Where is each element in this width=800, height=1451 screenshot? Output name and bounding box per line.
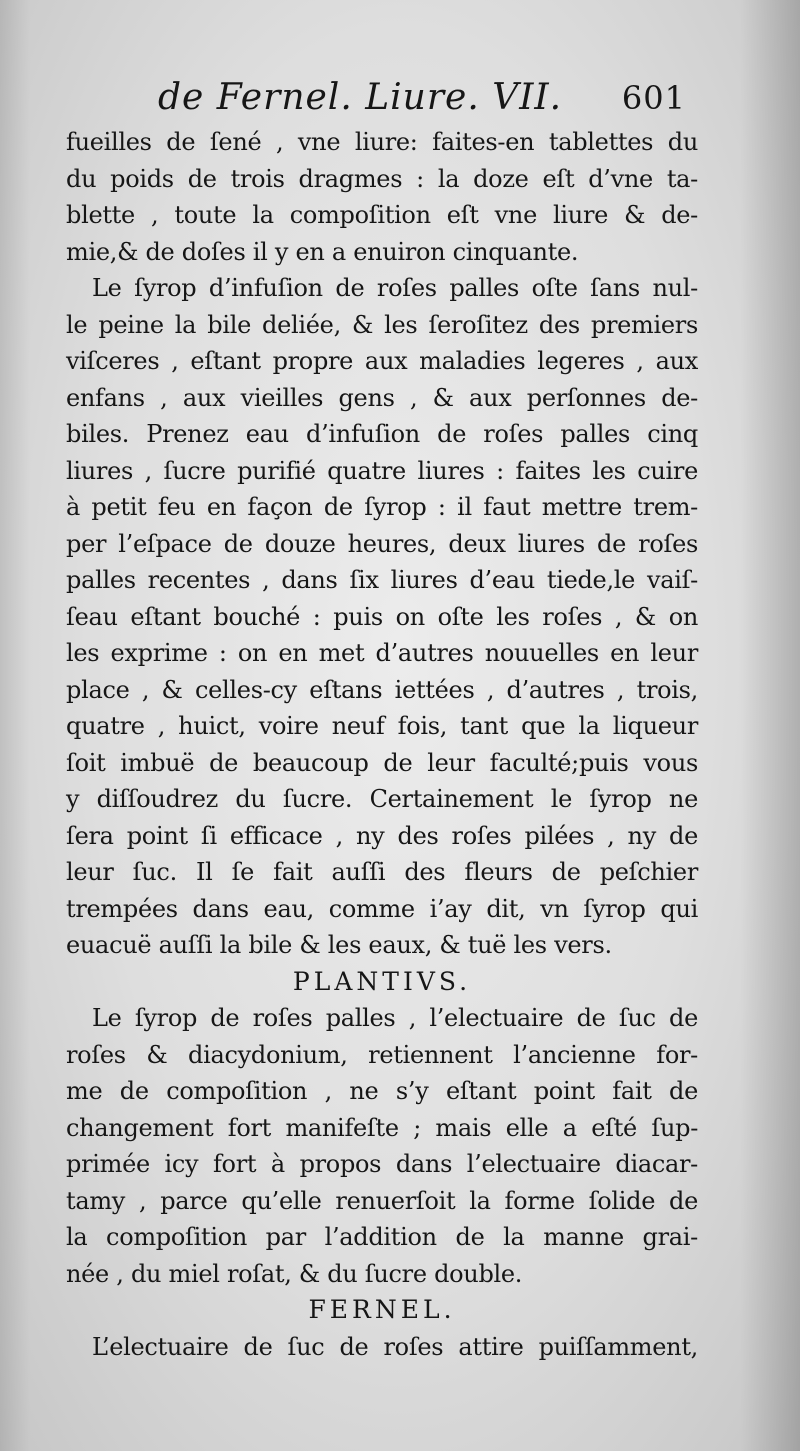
running-head — [66, 72, 698, 124]
text-line: tamy , parce qu’elle renuerſoit la forme ſolide de — [66, 1186, 698, 1215]
text-line: liures , ſucre purifié quatre liures : faites les cuire — [66, 456, 698, 485]
text-line: biles. Prenez eau d’infuſion de roſes palles cinq — [66, 420, 698, 448]
text-line: du poids de trois dragmes : la doze eſt d’vne ta- — [66, 164, 698, 193]
text-line: place , & celles-cy eſtans iettées , d’autres , trois, — [66, 675, 698, 704]
text-line: enfans , aux vieilles gens , & aux perſonnes de- — [66, 383, 698, 412]
page-edge-shading — [0, 0, 30, 1451]
text-line: euacuë auſſi la bile & les eaux, & tuë les vers. — [66, 931, 612, 959]
text-line: ſoit imbuë de beaucoup de leur faculté;puis vous — [66, 748, 698, 777]
text-line: roſes & diacydonium, retiennent l’ancienne for- — [66, 1040, 698, 1069]
gutter-shadow — [740, 0, 800, 1451]
text-line: ſeau eſtant bouché : puis on oſte les roſes , & on — [66, 602, 698, 631]
page-number: 601 — [621, 79, 686, 117]
running-head-title: de Fernel. Liure. VII. — [158, 77, 563, 118]
text-line: me de compoſition , ne s’y eſtant point fait de — [66, 1077, 698, 1105]
text-line: viſceres , eſtant propre aux maladies legeres , aux — [66, 347, 698, 375]
text-line: primée icy fort à propos dans l’electuaire diacar- — [66, 1150, 698, 1178]
text-line: per l’eſpace de douze heures, deux liures de roſes — [66, 529, 698, 558]
section-heading-fernel: FERNEL. — [308, 1295, 456, 1324]
text-line: ſera point ſi efficace , ny des roſes pilées , ny de — [66, 821, 698, 850]
text-line: L’electuaire de ſuc de roſes attire puiſſamment, — [92, 1332, 698, 1361]
text-line: les exprime : on en met d’autres nouuelles en leur — [66, 639, 698, 667]
text-line: née , du miel roſat, & du ſucre double. — [66, 1259, 523, 1288]
text-line: à petit feu en façon de ſyrop : il faut mettre trem- — [66, 493, 698, 521]
text-line: y diſſoudrez du ſucre. Certainement le ſyrop ne — [66, 785, 698, 813]
text-line: fueilles de ſené , vne liure: faites-en tablettes du — [66, 128, 698, 156]
text-line: Le ſyrop d’infuſion de roſes palles oſte ſans nul- — [92, 274, 698, 302]
section-heading-plantius: PLANTIVS. — [292, 966, 472, 996]
text-block — [66, 72, 698, 1365]
text-line: quatre , huict, voire neuf fois, tant que la liqueur — [66, 712, 698, 740]
text-line: la compoſition par l’addition de la manne grai- — [66, 1223, 698, 1251]
text-line: trempées dans eau, comme i’ay dit, vn ſyrop qui — [66, 894, 698, 923]
text-line: Le ſyrop de roſes palles , l’electuaire de ſuc de — [92, 1004, 698, 1032]
text-line: blette , toute la compoſition eſt vne liure & de- — [66, 201, 698, 229]
text-line: changement fort manifeſte ; mais elle a eſté ſup- — [66, 1113, 698, 1142]
text-line: le peine la bile deliée, & les ſeroſitez des premiers — [66, 310, 698, 339]
text-line: mie,& de doſes il y en a enuiron cinquante. — [66, 237, 579, 266]
text-line: leur ſuc. Il ſe fait auſſi des fleurs de peſchier — [66, 858, 698, 886]
text-line: palles recentes , dans ſix liures d’eau tiede,le vaiſ- — [66, 566, 698, 594]
